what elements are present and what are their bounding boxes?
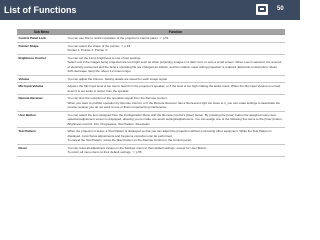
function-text: Adjust it the Mic Input level is too low to hear from the projector's speaker, or if the level is too high making the audio crack. When the Mic Input Volume is turned down it is set audio is output from the speaker.: [67, 84, 281, 93]
function-text-detail: Brightness Control, Info, Progressive, Test Pattern, Resolution: [67, 121, 150, 126]
function-text-detail: To return all menu items to their default settings, ☞ p.56: [67, 150, 142, 154]
function-text: You can adjust the Volume. Setting details are saved for each image signal.: [67, 76, 168, 81]
table-row: [17, 95, 285, 112]
table-row: [17, 35, 285, 43]
function-text: You can limit the reception of the operation signal from the Remote Control.: [67, 96, 168, 100]
function-text-detail: Pointer 1: Pointer 2: Pointer 3:: [67, 48, 108, 52]
submenu-cell: Remote Receiver: [17, 95, 66, 112]
function-text: You can reset all adjustment values on the Settings menu to their default settings, except for User Button.: [67, 145, 208, 150]
function-cell: [66, 111, 285, 128]
function-text: You can select the shape of the pointer. ☞ p.33: [67, 43, 131, 48]
table-row: [17, 75, 285, 83]
function-cell: [66, 75, 285, 83]
function-text-detail: Select Low if the images being projected are too bright such as when projecting images in a dark room or onto a small screen. When Low is selected, the amount of electricity consumed and the lamp's operating life are changed as follows, and fan rotation noise during projection is reduced. Electrical consumption: about 22% decrease, lamp life: about 1.2 times longer: [67, 60, 282, 73]
column-header-submenu: Sub Menu: [17, 29, 66, 35]
function-cell: [66, 95, 285, 112]
function-cell: [66, 35, 285, 43]
page-title: List of Functions: [4, 5, 77, 15]
page-number: 50: [277, 6, 284, 12]
function-text-detail: To cancel the Test Pattern, press the [Esc] button on the Remote Control or the Control panel.: [67, 138, 192, 142]
functions-table: [17, 29, 285, 157]
submenu-cell: Pointer Shape: [17, 42, 66, 54]
function-cell: [66, 128, 285, 145]
submenu-cell: Volume: [17, 75, 66, 83]
function-text-detail: When you want to prohibit operation by Remote Control, or if the Remote Receiver has a fluorescent light too close to it, you can make settings to deactivate the remote receiver you do not want to use or that is experiencing interference.: [67, 100, 280, 109]
function-text: You can select the item assigned from the Configuration Menu with the Remote Control's [User] button. By pressing the [User] button the assigned menu item selection/adjustment screen is displayed, allowing you to make one-touch settings/adjustments. You can assign one of the following five items to the [User] button.: [67, 112, 283, 121]
table-row: [17, 128, 285, 145]
function-text: You can set the Lamp brightness to one of two settings.: [67, 55, 142, 60]
function-cell: [66, 83, 285, 95]
table-row: [17, 111, 285, 128]
table-row: [17, 144, 285, 156]
submenu-cell: Reset: [17, 144, 66, 156]
submenu-cell: Test Pattern: [17, 128, 66, 145]
book-icon[interactable]: [256, 4, 268, 15]
column-header-function: Function: [66, 29, 285, 35]
submenu-cell: Brightness Control: [17, 54, 66, 75]
submenu-cell: Mic Input Volume: [17, 83, 66, 95]
function-cell: [66, 54, 285, 75]
table-row: [17, 83, 285, 95]
function-text: When the projector is setup, a Test Pattern is displayed so that you can adjust the projection without connecting other equipment. While the Test Pattern is displayed, zoom/focus adjustments and Keystone correction can be performed.: [67, 129, 272, 138]
functions-table-wrap: [17, 29, 285, 209]
function-text: You can use this to restrict operation of the projector's Control panel. ☞ p.51: [67, 36, 169, 40]
table-row: [17, 42, 285, 54]
page-header: [0, 0, 300, 20]
function-cell: [66, 144, 285, 156]
table-row: [17, 54, 285, 75]
submenu-cell: User Button: [17, 111, 66, 128]
function-cell: [66, 42, 285, 54]
submenu-cell: Control Panel Lock: [17, 35, 66, 43]
